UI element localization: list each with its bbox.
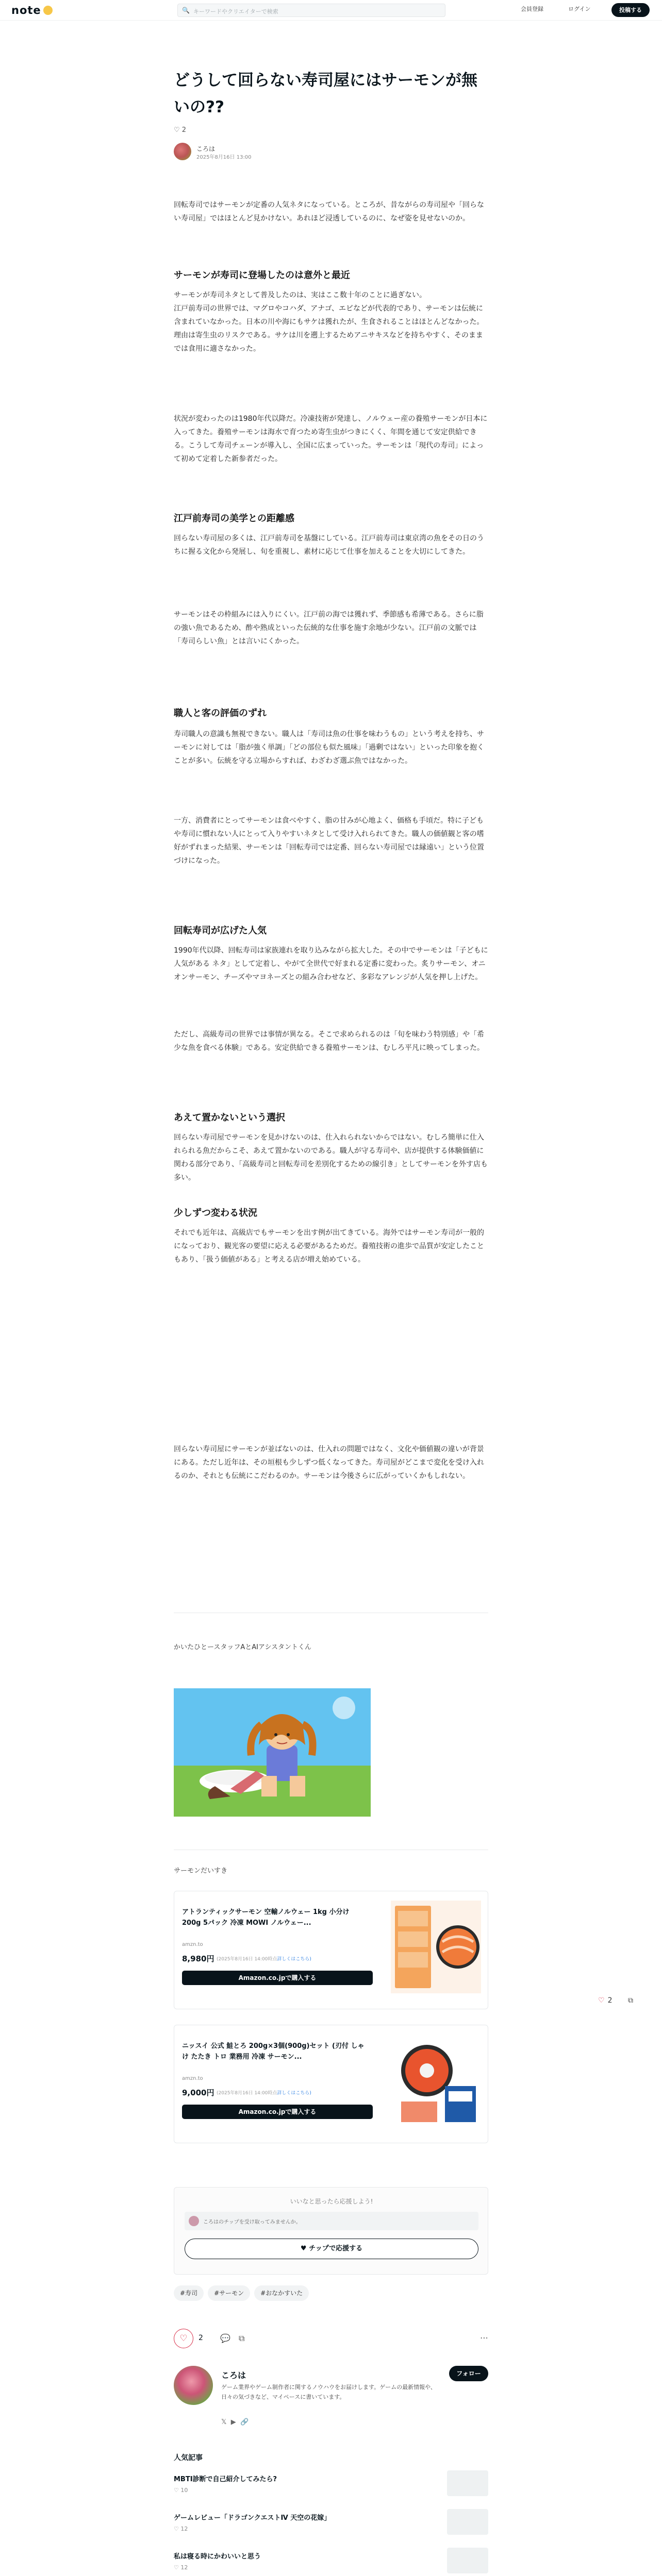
publish-date: 2025年8月16日 13:00 — [196, 155, 252, 160]
heart-icon: ♡ — [174, 2487, 179, 2494]
tip-button[interactable] — [185, 2239, 478, 2259]
product-card[interactable] — [174, 1891, 488, 2009]
product-title[interactable]: アトランティックサーモン 空輸ノルウェー 1kg 小分け 200g 5パック 冷凍 MOWI ノルウェー... — [182, 1908, 350, 1927]
popular-heading: 人気記事 — [174, 2454, 203, 2462]
heart-icon: ♡ — [179, 2333, 188, 2344]
product-source: amzn.to — [182, 2076, 203, 2081]
price-note-link[interactable]: 詳しくはこちら) — [277, 2091, 311, 2096]
author-name[interactable]: ころは — [196, 145, 216, 152]
intro-paragraph: 回転寿司ではサーモンが定番の人気ネタになっている。ところが、昔ながらの寿司屋や「回らない寿司屋」ではほとんど見かけない。あれほど浸透しているのに、なぜ姿を見せないのか。 — [174, 201, 484, 223]
popular-item-title[interactable]: 私は寝る時にかわいいと思う — [174, 2553, 261, 2561]
heart-icon: ♡ — [174, 2564, 179, 2571]
paragraph: 1990年代以降、回転寿司は家族連れを取り込みながら拡大した。その中でサーモンは「子どもに人気がある ネタ」として定着し、やがて全世代で好まれる定番に変わった。炙りサーモン、オニオンサーモン、チーズやマヨネーズとの組み合わせなど、多彩なアレンジが人気を押し上げた。 — [174, 946, 488, 981]
search-input[interactable] — [177, 4, 445, 17]
paragraph: サーモンが寿司ネタとして普及したのは、実はここ数十年のことに過ぎない。 江戸前寿司の世界では、マグロやコハダ、アナゴ、エビなどが代表的であり、サーモンは伝統に含まれていなかった。日本の川や海にもサケは獲れたが、生食されることはほとんどなかった。理由は寄生虫のリスクである。サケは川を遡上するためアニサキスなどを持ちやすく、そのままでは食用に適さなかった。 — [174, 291, 484, 353]
product-card[interactable] — [174, 2025, 488, 2143]
share-icon: ⧉ — [628, 1996, 633, 2005]
price-note: (2025年8月16日 14:00時点詳しくはこちら) — [217, 2091, 311, 2096]
support-box — [174, 2187, 488, 2275]
sparkle-icon — [43, 6, 53, 15]
side-like-button[interactable] — [598, 1996, 612, 2005]
x-icon[interactable]: 𝕏 — [221, 2418, 227, 2426]
comment-icon[interactable]: 💬 — [220, 2333, 230, 2343]
share-icon[interactable]: ⧉ — [239, 2333, 245, 2343]
hashtag[interactable]: #寿司 — [174, 2285, 204, 2301]
top-like[interactable] — [174, 126, 488, 134]
link-icon[interactable]: 🔗 — [240, 2418, 249, 2426]
side-share-button[interactable] — [628, 1996, 633, 2005]
amazon-buy-button[interactable]: Amazon.co.jpで購入する — [182, 1971, 373, 1985]
amazon-buy-button[interactable]: Amazon.co.jpで購入する — [182, 2105, 373, 2119]
section-heading: 少しずつ変わる状況 — [174, 1208, 257, 1218]
social-links — [221, 2418, 249, 2426]
tip-button-label: チップで応援する — [309, 2245, 363, 2252]
youtube-icon[interactable]: ▶ — [230, 2418, 236, 2426]
paragraph: 状況が変わったのは1980年代以降だ。冷凍技術が発達し、ノルウェー産の養殖サーモンが日本に入ってきた。養殖サーモンは海水で育つため寄生虫がつきにくく、年間を通じて安定供給できる。こうして寿司チェーンが導入し、全国に広まっていった。サーモンは「現代の寿司」によって初めて定着した新参者だった。 — [174, 415, 488, 463]
paragraph: 寿司職人の意識も無視できない。職人は「寿司は魚の仕事を味わうもの」という考えを持ち、サーモンに対しては「脂が強く単調」「どの部位も似た風味」「過剰ではない」といった印象を抱くことが多い。伝統を守る立場からすれば、わざわざ選ぶ魚ではなかった。 — [174, 730, 484, 765]
paragraph: 回らない寿司屋にサーモンが並ばないのは、仕入れの問題ではなく、文化や価値観の違いが背景にある。ただし近年は、その垣根も少しずつ低くなってきた。寿司屋がどこまで変化を受け入れるのか、それとも伝統にこだわるのか。サーモンは今後さらに広がっていくかもしれない。 — [174, 1445, 484, 1480]
popular-item-likes: ♡ 12 — [174, 2526, 188, 2532]
product-source: amzn.to — [182, 1942, 203, 1947]
product-price: 8,980円 — [182, 1954, 214, 1963]
product-title[interactable]: ニッスイ 公式 鮭とろ 200g×3個(900g)セット (刃付 しゃけ たたき トロ 業務用 冷凍 サーモン... — [182, 2042, 365, 2061]
products-caption: サーモンだいすき — [174, 1867, 228, 1875]
like-count: 2 — [181, 126, 187, 134]
article-actions — [174, 2329, 488, 2349]
like-count[interactable]: 2 — [198, 2334, 203, 2342]
section-heading: 職人と客の評価のずれ — [174, 708, 267, 719]
tip-icon: ♥ — [300, 2245, 307, 2252]
hashtag[interactable]: #おなかすいた — [254, 2285, 309, 2301]
paragraph: それでも近年は、高級店でもサーモンを出す例が出てきている。海外ではサーモン寿司が一般的になっており、観光客の要望に応える必要があるためだ。養殖技術の進歩で品質が安定したこともあり、「扱う価値がある」と考える店が増え始めている。 — [174, 1229, 484, 1264]
avatar[interactable] — [174, 2366, 213, 2405]
heart-icon: ♡ — [598, 1996, 605, 2005]
login-link[interactable]: ログイン — [568, 6, 591, 12]
heart-icon: ♡ — [174, 126, 180, 134]
note-logo[interactable]: note — [11, 4, 53, 16]
paragraph: ただし、高級寿司の世界では事情が異なる。そこで求められるのは「旬を味わう特別感」や「希少な魚を食べる体験」である。安定供給できる養殖サーモンは、むしろ平凡に映ってしまった。 — [174, 1030, 484, 1052]
paragraph: 一方、消費者にとってサーモンは食べやすく、脂の甘みが心地よく、価格も手頃だ。特に子どもや寿司に慣れない人にとって入りやすいネタとして受け入れられてきた。職人の価値観と客の嗜好がずれまった結果、サーモンは「回転寿司では定番、回らない寿司屋では縁遠い」という位置づけになった。 — [174, 817, 484, 865]
article-title — [174, 67, 488, 121]
author-byline[interactable] — [174, 143, 488, 163]
like-button[interactable] — [174, 2329, 193, 2348]
avatar[interactable] — [174, 143, 191, 160]
support-message-text: ころはのチップを受け取ってみませんか。 — [203, 2219, 301, 2225]
search-icon: 🔍 — [182, 7, 190, 14]
hashtag[interactable]: #サーモン — [208, 2285, 250, 2301]
avatar — [189, 2216, 199, 2226]
price-note-link[interactable]: 詳しくはこちら) — [277, 1957, 311, 1962]
register-link[interactable]: 会員登録 — [521, 6, 543, 12]
search-placeholder: キーワードやクリエイターで検索 — [193, 8, 278, 15]
heart-icon: ♡ — [174, 2526, 179, 2532]
product-image[interactable] — [391, 2035, 481, 2127]
follow-button[interactable]: フォロー — [449, 2366, 488, 2381]
creator-profile — [174, 2366, 488, 2428]
section-heading: サーモンが寿司に登場したのは意外と最近 — [174, 270, 350, 281]
popular-item-thumbnail[interactable] — [447, 2509, 488, 2535]
support-title: いいなと思ったら応援しよう! — [290, 2198, 373, 2205]
illustration-caption: かいたひとースタッフAとAIアシスタントくん — [174, 1643, 312, 1651]
popular-item-thumbnail[interactable] — [447, 2470, 488, 2496]
title-line: どうして回らない寿司屋にはサーモンが無 — [174, 71, 477, 90]
illustration-image — [174, 1688, 371, 1817]
popular-item[interactable] — [174, 2548, 488, 2576]
site-header — [0, 0, 662, 21]
popular-item[interactable] — [174, 2470, 488, 2501]
side-like-count: 2 — [607, 1996, 613, 2005]
section-heading: あえて置かないという選択 — [174, 1112, 285, 1123]
support-message — [185, 2212, 478, 2230]
more-icon[interactable]: ⋯ — [480, 2333, 488, 2343]
popular-item-likes: ♡ 12 — [174, 2564, 188, 2571]
paragraph: サーモンはその枠組みには入りにくい。江戸前の海では獲れず、季節感も希薄である。さらに脂の強い魚であるため、酢や熟成といった伝統的な仕事を施す余地が少ない。江戸前の文脈では「寿司らしい魚」とは言いにくかった。 — [174, 611, 484, 646]
hashtag-list — [174, 2285, 313, 2301]
popular-item-title[interactable]: ゲームレビュー「ドラゴンクエストⅣ 天空の花嫁」 — [174, 2514, 331, 2522]
popular-item-title[interactable]: MBTI診断で自己紹介してみたら? — [174, 2476, 277, 2483]
paragraph: 回らない寿司屋の多くは、江戸前寿司を基盤にしている。江戸前寿司は東京湾の魚をその日のうちに握る文化から発展し、旬を重視し、素材に応じて仕事を加えることを大切にしてきた。 — [174, 534, 484, 556]
popular-item-thumbnail[interactable] — [447, 2548, 488, 2573]
popular-item[interactable] — [174, 2509, 488, 2540]
title-line: いの?? — [174, 98, 224, 116]
product-image[interactable] — [391, 1901, 481, 1993]
post-button[interactable]: 投稿する — [611, 3, 650, 17]
popular-item-likes: ♡ 10 — [174, 2487, 188, 2494]
price-note: (2025年8月16日 14:00時点詳しくはこちら) — [217, 1957, 311, 1962]
creator-name[interactable]: ころは — [221, 2370, 246, 2380]
paragraph: 回らない寿司屋でサーモンを見かけないのは、仕入れられないからではない。むしろ簡単に仕入れられる魚だからこそ、あえて置かないのである。職人が守る寿司や、店が提供する体験価値に関わる部分であり、「高級寿司と回転寿司を差別化するための線引き」としてサーモンを外す店も多い。 — [174, 1133, 488, 1182]
section-heading: 回転寿司が広げた人気 — [174, 925, 267, 936]
product-price: 9,000円 — [182, 2088, 214, 2097]
creator-bio: ゲーム業界やゲーム制作者に関するノウハウをお届けします。ゲームの最新情報や、日々の気づきなど、マイペースに書いています。 — [221, 2384, 436, 2400]
section-heading: 江戸前寿司の美学との距離感 — [174, 513, 294, 524]
